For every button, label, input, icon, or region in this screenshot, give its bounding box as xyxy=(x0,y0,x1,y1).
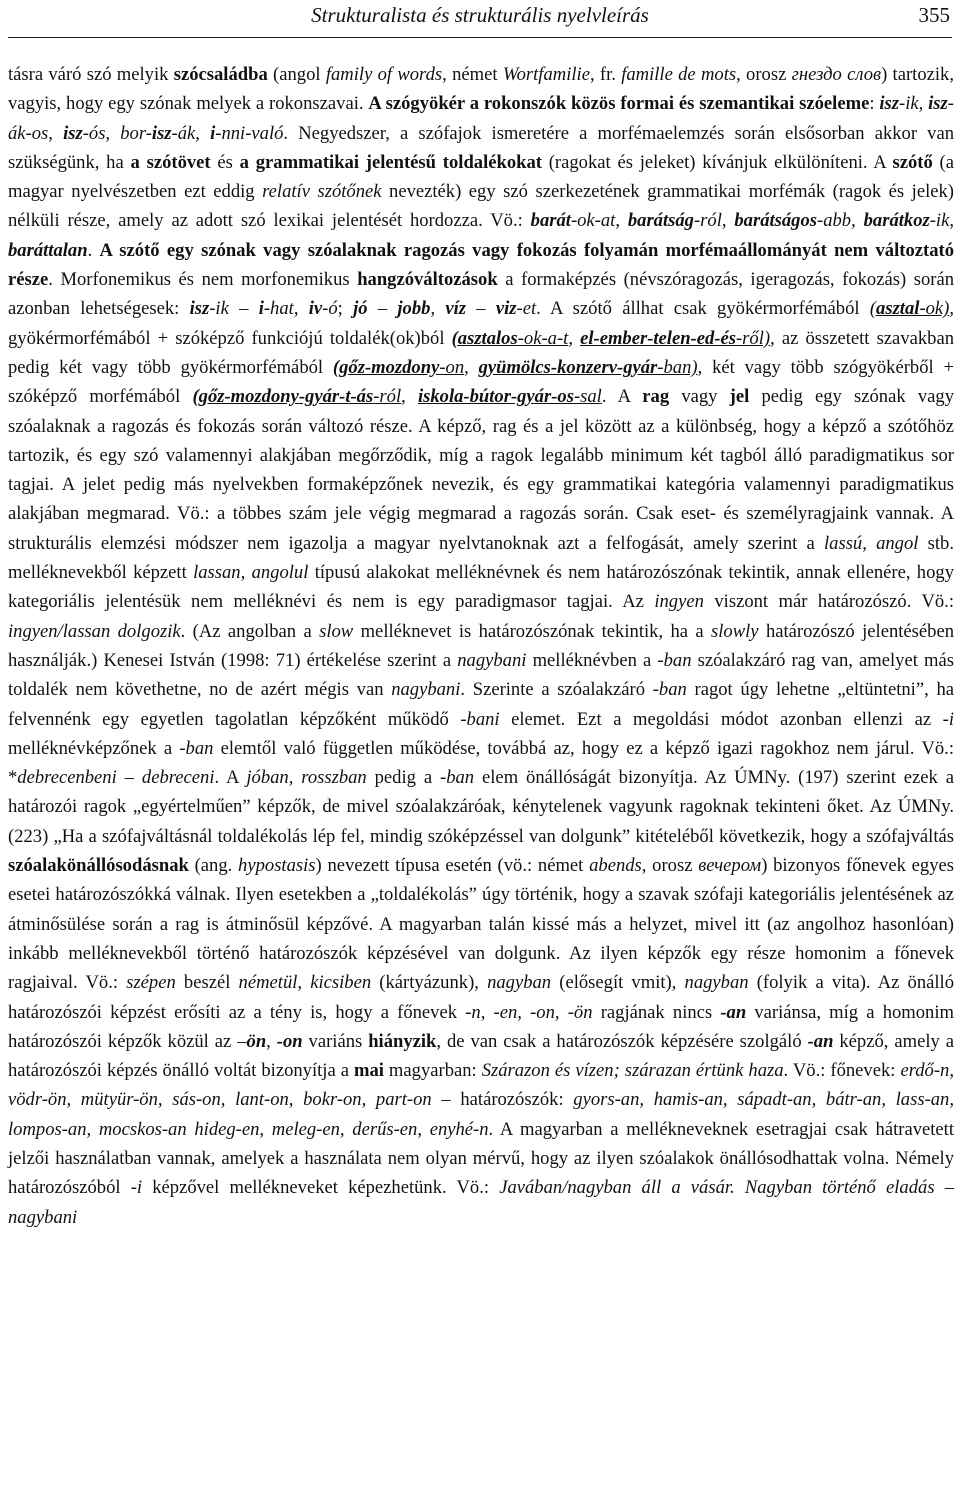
body-paragraph: tásra váró szó melyik szócsaládba (angol family of words, német Wortfamilie, fr. famille de mots, orosz гнездо слов) tartozik, vagyis, hogy egy szónak melyek a rokonszavai. A szógyökér a rokonszók közös formai és szemantikai szóeleme: isz-ik, isz-ák-os, isz-ós, bor-isz-ák, i-nni-való. Negyedszer, a szófajok ismeretére a morfémaelemzés során elsősorban akkor van szükségünk, ha a szótövet és a grammatikai jelentésű toldalékokat (ragokat és jeleket) kívánjuk elkülöníteni. A szótő (a magyar nyelvészetben ezt eddig relatív szótőnek nevezték) egy szó szerkezetének grammatikai morfémák (ragok és jelek) nélküli része, amely az adott szó lexikai jelentését hordozza. Vö.: barát-ok-at, barátság-ról, barátságos-abb, barátkoz-ik, baráttalan. A szótő egy szónak vagy szóalaknak ragozás vagy fokozás folyamán morfémaállományát nem változtató része. Morfonemikus és nem morfonemikus hangzóváltozások a formaképzés (névszóragozás, igeragozás, fokozás) során azonban lehetségesek: isz-ik – i-hat, iv-ó; jó – jobb, víz – viz-et. A szótő állhat csak gyökérmorfémából (asztal-ok), gyökérmorfémából + szóképző funkciójú toldalék(ok)ból (asztalos-ok-a-t, el-ember-telen-ed-és-ről), az összetett szavakban pedig két vagy több gyökérmorfémából (gőz-mozdony-on, gyümölcs-konzerv-gyár-ban), két vagy több szógyökérből + szóképző morfémából (gőz-mozdony-gyár-t-ás-ról, iskola-bútor-gyár-os-sal. A rag vagy jel pedig egy szónak vagy szóalaknak a ragozás és fokozás során változó része. A képző, rag és a jel között az a különbség, hogy a képző a szótőhöz tartozik, és egy szó valamennyi alakjában megőrződik, míg a ragok legalább minimum két tagból álló paradigmatikus sor tagjai. A jelet pedig más nyelvekben formaképzőnek nevezik, és egy grammatikai kategória valamennyi paradigmatikus alakjában megmarad. Vö.: a többes szám jele végig megmarad a ragozás során. Csak eset- és személyragjaink vannak. A strukturális elemzési módszer nem igazolja a magyar nyelvtanoknak azt a felfogását, amely szerint a lassú, angol stb. melléknevekből képzett lassan, angolul típusú alakokat melléknévnek és nem határozószónak tekintik, annak ellenére, hogy kategoriális jelentésük nem melléknévi és nem is egy paradigmasor tagjai. Az ingyen viszont már határozószó. Vö.: ingyen/lassan dolgozik. (Az angolban a slow melléknevet is határozószónak tekintik, ha a slowly határozószó jelentésében használják.) Kenesei István (1998: 71) értékelése szerint a nagybani melléknévben a -ban szóalakzáró rag van, amelyet más toldalék nem követhetne, no de azért mégis van nagybani. Szerinte a szóalakzáró -ban ragot úgy lehetne „eltüntetni”, ha felvennénk egy egyetlen tagolatlan képzőként működő -bani elemet. Ezt a megoldási módot azonban ellenzi az -i melléknévképzőnek a -ban elemtől való független működése, továbbá az, hogy ez a képző igazi ragokhoz nem járul. Vö.: *debrecenbeni – debreceni. A jóban, rosszban pedig a -ban elem önállóságát bizonyítja. Az ÚMNy. (197) szerint ezek a határozói ragok „egyértelműen” képzők, de mivel szóalakzáróak, kénytelenek vagyunk ragoknak tekinteni őket. Az ÚMNy. (223) „Ha a szófajváltásnál toldalékolás lép fel, mindig szóképzéssel van dolgunk” kitételéből következik, hogy a szófajváltás szóalakönállósodásnak (ang. hypostasis) nevezett típusa esetén (vö.: német abends, orosz вечером) bizonyos főnevek egyes esetei határozószókká válnak. Ilyen esetekben a „toldalékolás” úgy történik, hogy a szavak szófaji kategoriális jelentésének az átminősülése során a rag is átminősül képzővé. A magyarban talán kissé más a helyzet, mivel itt (az angolhoz hasonlóan) inkább melléknevekből történő határozószók képzésével van dolgunk. Az ilyen képzők egy része homonim a főnevek ragjaival. Vö.: szépen beszél németül, kicsiben (kártyázunk), nagyban (elősegít vmit), nagyban (folyik a vita). Az önálló határozószói képzést erősíti az a tény is, hogy a főnevek -n, -en, -on, -ön ragjának nincs -an variánsa, míg a homonim határozószói képzők közül az –ön, -on variáns hiányzik, de van csak a határozószók képzésére szolgáló -an képző, amely a határozószói képzés önálló voltát bizonyítja a mai magyarban: Szárazon és vízen; szárazan értünk haza. Vö.: főnevek: erdő-n, vödr-ön, mütyür-ön, sás-on, lant-on, bokr-on, part-on – határozószók: gyors-an, hamis-an, sápadt-an, bátr-an, lass-an, lompos-an, mocskos-an hideg-en, meleg-en, derűs-en, enyhé-n. A magyarban a mellékneveknek esetragjai csak hátravetett jelzői használatban vannak, amelyek a használata nem olyan mérvű, hogy az ilyen szóalakok önállósodhattak volna. Némely határozószóból -i képzővel mellékneveket képezhetünk. Vö.: Javában/nagyban áll a vásár. Nagyban történő eladás – nagybani xyxy=(8,64,955,1228)
page-header xyxy=(8,0,952,38)
page-number: 355 xyxy=(918,3,950,27)
running-title: Strukturalista és strukturális nyelvleírás xyxy=(311,3,649,27)
